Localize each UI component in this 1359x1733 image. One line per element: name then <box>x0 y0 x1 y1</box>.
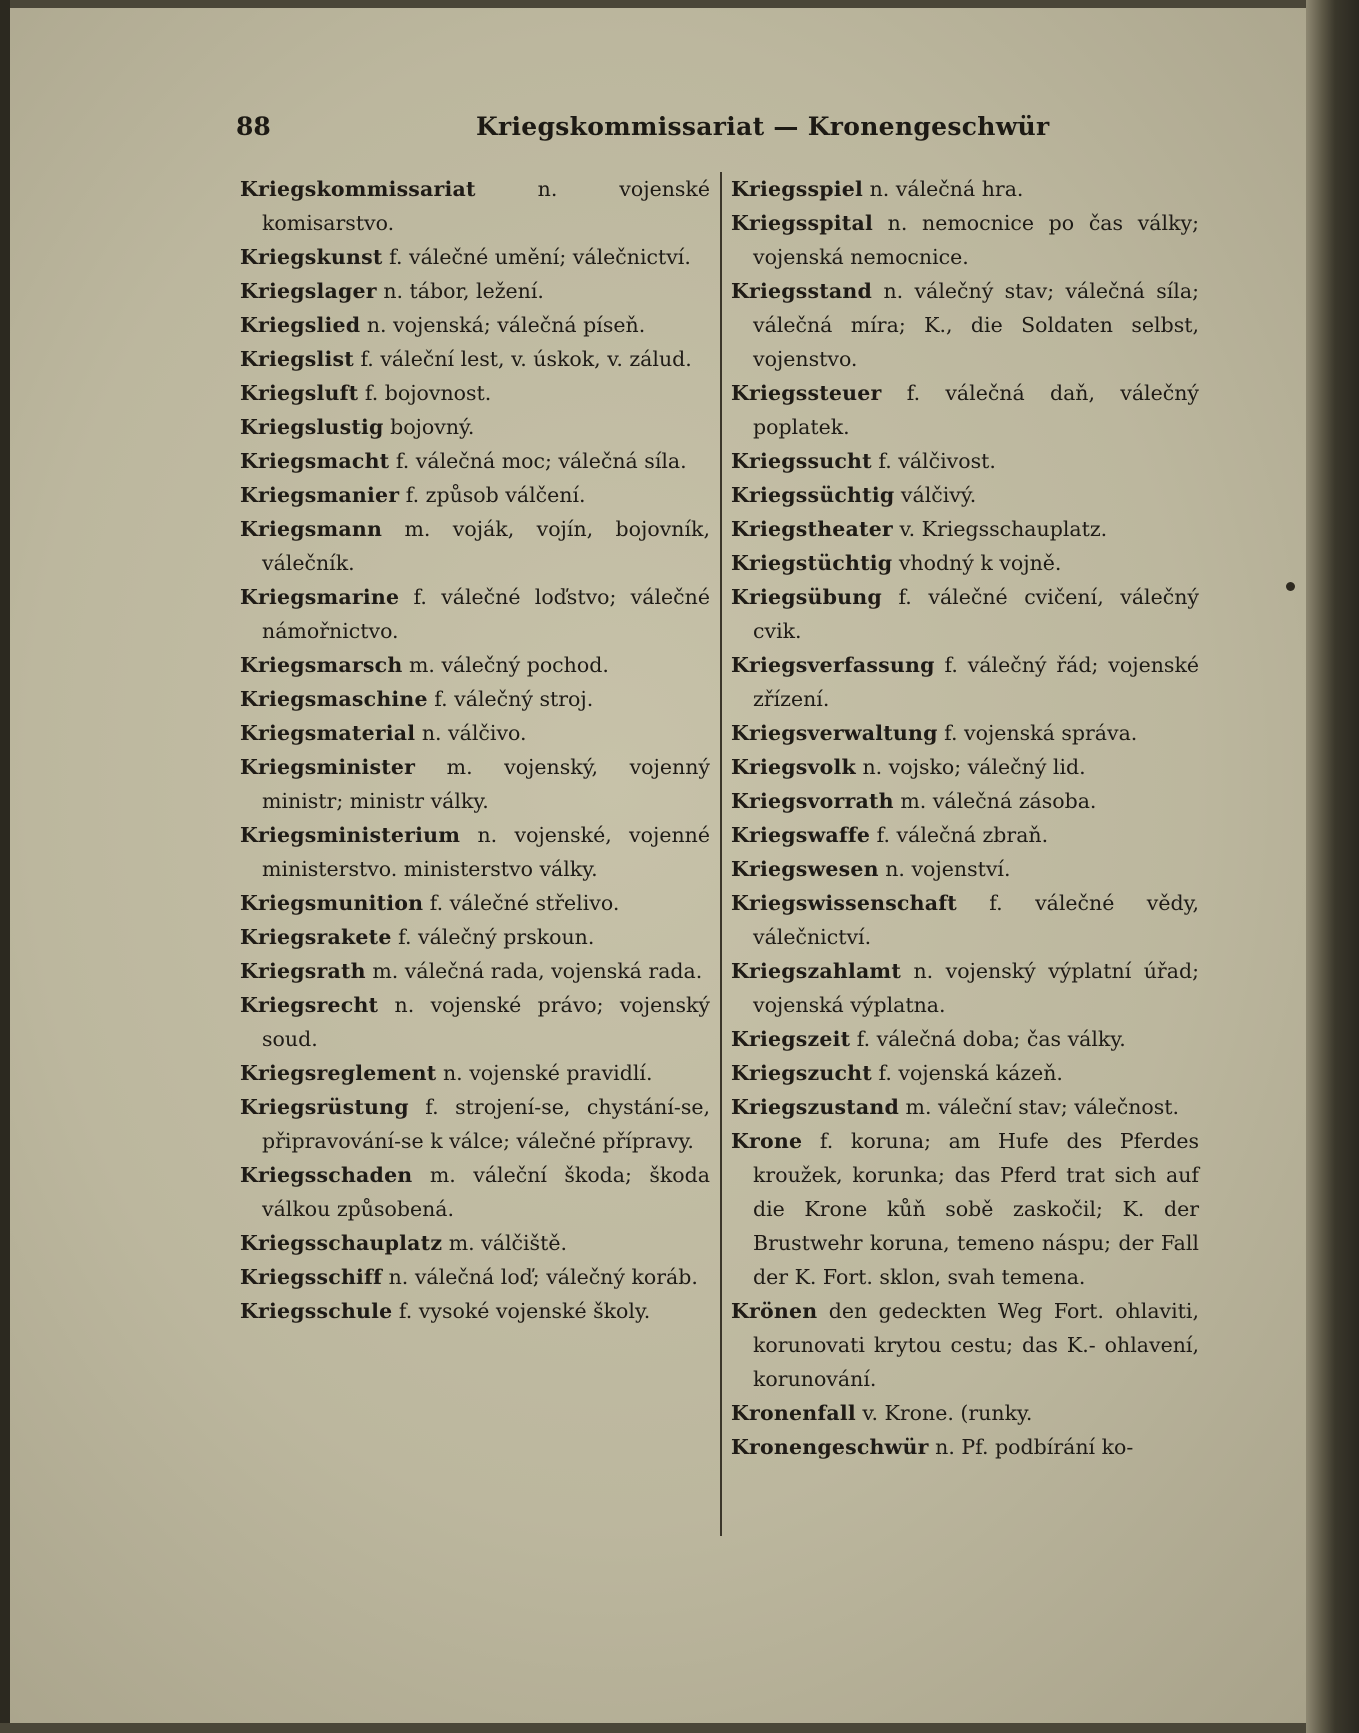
entry-headword: Kriegswaffe <box>731 823 871 847</box>
entry-headword: Kriegsluft <box>240 381 359 405</box>
entry-headword: Kriegsmarine <box>240 585 400 609</box>
dictionary-entry <box>731 954 1199 1022</box>
entry-headword: Kriegsminister <box>240 755 416 779</box>
entry-headword: Kriegssüchtig <box>731 483 895 507</box>
entry-definition: f. vysoké vojenské školy. <box>398 1299 651 1323</box>
dictionary-entry <box>240 512 710 580</box>
entry-definition: v. Kriegsschauplatz. <box>899 517 1108 541</box>
entry-headword: Kriegslist <box>240 347 354 371</box>
entry-definition: n. vojenská; válečná píseň. <box>366 313 646 337</box>
dictionary-entry <box>240 818 710 886</box>
entry-definition: vhodný k vojně. <box>898 551 1062 575</box>
entry-definition: n. vojenské, vojenné ministerstvo. ministerstvo války. <box>262 823 710 881</box>
entry-definition: f. koruna; am Hufe des Pferdes kroužek, korunka; das Pferd trat sich auf die Krone kůň sobě zaskočil; K. der Brustwehr koruna, temeno náspu; der Fall der K. Fort. sklon, svah temena. <box>753 1129 1199 1289</box>
entry-definition: f. válčivost. <box>878 449 996 473</box>
entry-definition: n. vojenský výplatní úřad; vojenská výplatna. <box>753 959 1199 1017</box>
entry-definition: n. vojenství. <box>885 857 1011 881</box>
dictionary-entry <box>240 886 710 920</box>
entry-headword: Kriegszucht <box>731 1061 872 1085</box>
entry-headword: Kriegsmacht <box>240 449 390 473</box>
entry-definition: m. válečná zásoba. <box>900 789 1097 813</box>
dictionary-entry <box>240 580 710 648</box>
entry-definition: m. vojenský, vojenný ministr; ministr války. <box>262 755 710 813</box>
entry-headword: Kriegszeit <box>731 1027 851 1051</box>
entry-headword: Kriegsverfassung <box>731 653 935 677</box>
entry-definition: n. válečný stav; válečná síla; válečná míra; K., die Soldaten selbst, vojenstvo. <box>753 279 1199 371</box>
dictionary-entry <box>731 172 1199 206</box>
entry-definition: válčivý. <box>900 483 977 507</box>
dictionary-entry <box>240 478 710 512</box>
entry-headword: Kriegsmunition <box>240 891 424 915</box>
entry-definition: n. Pf. podbírání ko- <box>935 1435 1134 1459</box>
entry-definition: m. voják, vojín, bojovník, válečník. <box>262 517 710 575</box>
dictionary-entry <box>731 648 1199 716</box>
dictionary-entry <box>240 648 710 682</box>
dictionary-entry <box>731 750 1199 784</box>
dictionary-entry <box>240 1260 710 1294</box>
entry-headword: Kriegsverwaltung <box>731 721 938 745</box>
entry-headword: Kriegskunst <box>240 245 383 269</box>
dictionary-entry <box>731 376 1199 444</box>
entry-definition: m. váleční škoda; škoda válkou způsobená. <box>262 1163 710 1221</box>
entry-definition: m. válčiště. <box>448 1231 567 1255</box>
entry-definition: n. vojenské komisarstvo. <box>262 177 710 235</box>
entry-definition: f. válečný stroj. <box>434 687 594 711</box>
book-spine <box>1306 0 1359 1733</box>
dictionary-entry <box>240 376 710 410</box>
entry-definition: f. strojení-se, chystání-se, připravování-se k válce; válečné přípravy. <box>262 1095 710 1153</box>
entry-definition: f. váleční lest, v. úskok, v. zálud. <box>360 347 692 371</box>
entry-headword: Kriegsministerium <box>240 823 461 847</box>
entry-headword: Kriegsmanier <box>240 483 400 507</box>
dictionary-entry <box>731 852 1199 886</box>
dictionary-entry <box>240 920 710 954</box>
dictionary-entry <box>731 444 1199 478</box>
dictionary-entry <box>731 478 1199 512</box>
dictionary-entry <box>240 1090 710 1158</box>
entry-definition: v. Krone. (runky. <box>862 1401 1033 1425</box>
entry-headword: Kriegsmaterial <box>240 721 416 745</box>
dictionary-entry <box>240 750 710 818</box>
entry-definition: f. válečný řád; vojenské zřízení. <box>753 653 1199 711</box>
entry-headword: Kriegstüchtig <box>731 551 893 575</box>
entry-definition: f. vojenská správa. <box>944 721 1138 745</box>
scan-edge-top <box>0 0 1359 8</box>
entry-headword: Kriegszahlamt <box>731 959 901 983</box>
entry-definition: f. válečná daň, válečný poplatek. <box>753 381 1199 439</box>
dictionary-entry <box>240 410 710 444</box>
dictionary-entry <box>731 1022 1199 1056</box>
entry-definition: f. válečný prskoun. <box>398 925 595 949</box>
dictionary-entry <box>731 818 1199 852</box>
entry-headword: Kriegsrüstung <box>240 1095 409 1119</box>
entry-headword: Kriegssteuer <box>731 381 882 405</box>
right-column <box>731 172 1199 1464</box>
entry-headword: Kriegsspital <box>731 211 873 235</box>
entry-definition: f. válečná zbraň. <box>876 823 1049 847</box>
entry-definition: f. vojenská kázeň. <box>878 1061 1063 1085</box>
entry-headword: Kriegsschiff <box>240 1265 383 1289</box>
dictionary-entry <box>240 682 710 716</box>
running-head: Kriegskommissariat — Kronengeschwür <box>476 112 1050 141</box>
entry-definition: f. válečné loďstvo; válečné námořnictvo. <box>262 585 710 643</box>
entry-headword: Kriegsreglement <box>240 1061 437 1085</box>
scan-edge-left <box>0 0 10 1733</box>
dictionary-entry <box>240 716 710 750</box>
entry-headword: Kriegssucht <box>731 449 872 473</box>
dictionary-entry <box>240 1158 710 1226</box>
entry-definition: bojovný. <box>390 415 475 439</box>
entry-headword: Kriegsvolk <box>731 755 856 779</box>
entry-headword: Krone <box>731 1129 803 1153</box>
entry-definition: f. válečné vědy, válečnictví. <box>753 891 1199 949</box>
entry-headword: Kriegsrakete <box>240 925 392 949</box>
entry-definition: f. bojovnost. <box>364 381 492 405</box>
dictionary-entry <box>731 1090 1199 1124</box>
entry-definition: f. způsob válčení. <box>405 483 586 507</box>
scan-edge-bottom <box>0 1723 1359 1733</box>
dictionary-entry <box>240 274 710 308</box>
page-number: 88 <box>236 112 271 141</box>
dictionary-entry <box>240 342 710 376</box>
entry-headword: Kriegslustig <box>240 415 384 439</box>
entry-headword: Kriegsmarsch <box>240 653 403 677</box>
column-divider <box>720 172 722 1536</box>
entry-definition: m. válečná rada, vojenská rada. <box>372 959 703 983</box>
dictionary-entry <box>240 444 710 478</box>
dictionary-entry <box>731 886 1199 954</box>
dictionary-entry <box>240 1226 710 1260</box>
entry-definition: n. vojsko; válečný lid. <box>862 755 1086 779</box>
entry-headword: Krönen <box>731 1299 818 1323</box>
dictionary-entry <box>731 1124 1199 1294</box>
entry-headword: Kronengeschwür <box>731 1435 929 1459</box>
entry-headword: Kriegsschaden <box>240 1163 413 1187</box>
dictionary-entry <box>731 1056 1199 1090</box>
entry-headword: Kriegsvorrath <box>731 789 894 813</box>
entry-headword: Kriegstheater <box>731 517 893 541</box>
page-header <box>236 108 1246 148</box>
dictionary-entry <box>731 1430 1199 1464</box>
dictionary-entry <box>240 172 710 240</box>
entry-definition: f. válečné střelivo. <box>429 891 620 915</box>
entry-definition: f. válečné umění; válečnictví. <box>389 245 691 269</box>
dictionary-entry <box>240 954 710 988</box>
entry-headword: Kriegsübung <box>731 585 882 609</box>
entry-headword: Kriegsrath <box>240 959 366 983</box>
dictionary-entry <box>731 784 1199 818</box>
entry-definition: den gedeckten Weg Fort. ohlaviti, korunovati krytou cestu; das K.- ohlavení, korunování. <box>753 1299 1199 1391</box>
entry-headword: Kriegsmaschine <box>240 687 428 711</box>
entry-headword: Kriegsschule <box>240 1299 393 1323</box>
dictionary-entry <box>731 1396 1199 1430</box>
entry-headword: Kriegsstand <box>731 279 873 303</box>
dictionary-entry <box>731 580 1199 648</box>
entry-definition: f. válečná doba; čas války. <box>856 1027 1126 1051</box>
entry-headword: Kriegswissenschaft <box>731 891 957 915</box>
entry-headword: Kronenfall <box>731 1401 856 1425</box>
entry-headword: Kriegslied <box>240 313 361 337</box>
dictionary-entry <box>731 274 1199 376</box>
entry-definition: n. vojenské právo; vojenský soud. <box>262 993 710 1051</box>
dictionary-entry <box>731 206 1199 274</box>
entry-definition: n. tábor, ležení. <box>383 279 544 303</box>
dictionary-entry <box>731 512 1199 546</box>
entry-definition: f. válečné cvičení, válečný cvik. <box>753 585 1199 643</box>
entry-definition: m. válečný pochod. <box>408 653 609 677</box>
entry-definition: n. nemocnice po čas války; vojenská nemocnice. <box>753 211 1199 269</box>
entry-headword: Kriegswesen <box>731 857 879 881</box>
dictionary-entry <box>240 988 710 1056</box>
dictionary-entry <box>731 1294 1199 1396</box>
dictionary-entry <box>240 1294 710 1328</box>
entry-definition: n. válečná loď; válečný koráb. <box>388 1265 698 1289</box>
left-column <box>240 172 710 1328</box>
entry-headword: Kriegsmann <box>240 517 383 541</box>
dictionary-entry <box>240 308 710 342</box>
dictionary-entry <box>240 240 710 274</box>
entry-definition: f. válečná moc; válečná síla. <box>395 449 687 473</box>
dictionary-entry <box>731 546 1199 580</box>
entry-definition: m. váleční stav; válečnost. <box>905 1095 1180 1119</box>
entry-headword: Kriegslager <box>240 279 377 303</box>
entry-headword: Kriegsspiel <box>731 177 864 201</box>
entry-headword: Kriegszustand <box>731 1095 900 1119</box>
entry-definition: n. válčivo. <box>421 721 527 745</box>
entry-headword: Kriegsschauplatz <box>240 1231 443 1255</box>
entry-definition: n. válečná hra. <box>869 177 1024 201</box>
dictionary-entry <box>240 1056 710 1090</box>
entry-headword: Kriegskommissariat <box>240 177 476 201</box>
entry-definition: n. vojenské pravidlí. <box>442 1061 653 1085</box>
entry-headword: Kriegsrecht <box>240 993 379 1017</box>
dictionary-entry <box>731 716 1199 750</box>
binding-hole <box>1286 582 1295 591</box>
